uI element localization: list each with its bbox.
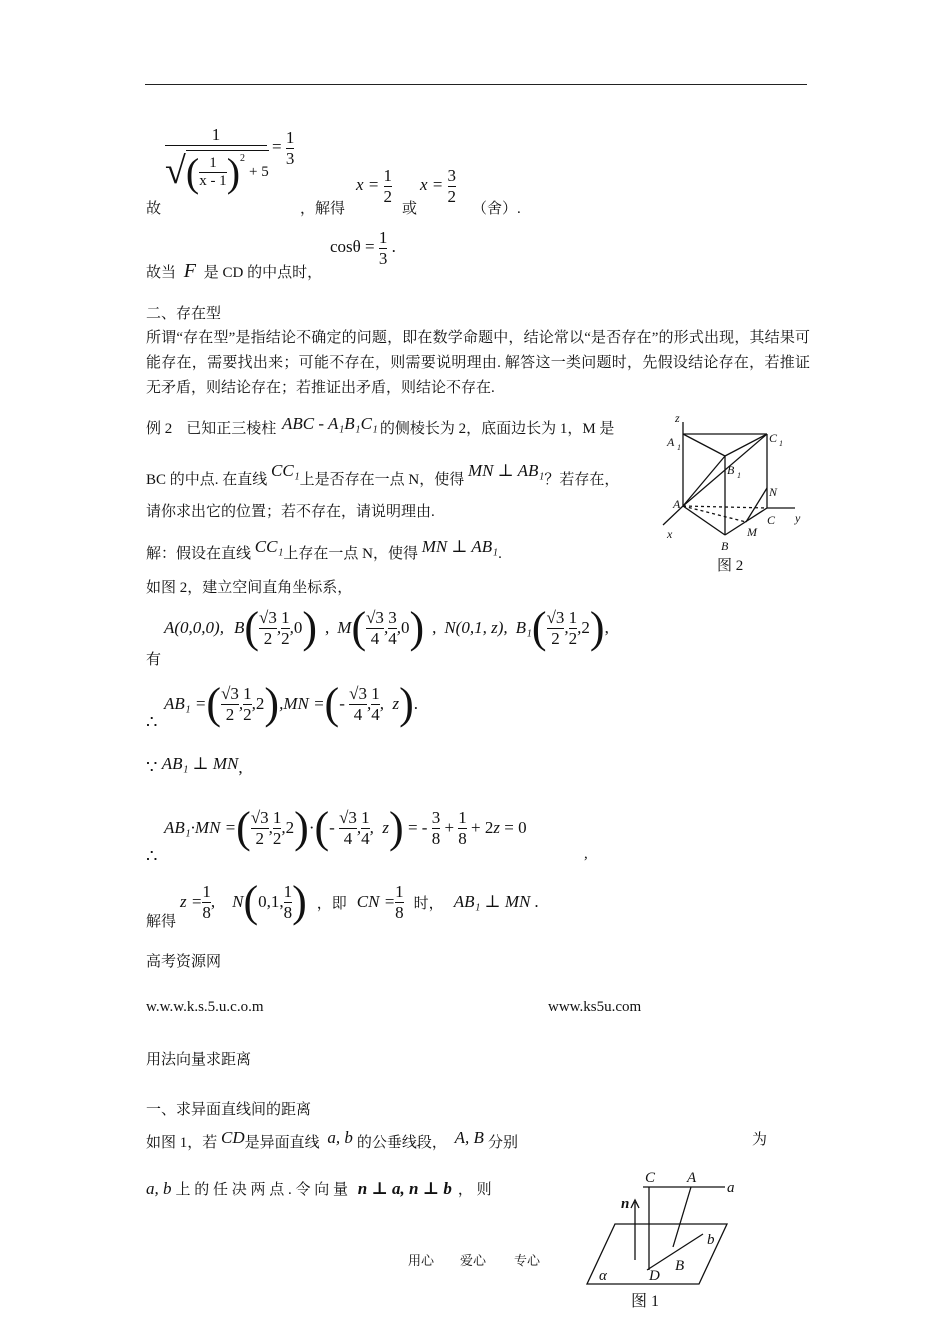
root-fraction-rhs: = $\frac{1}{3}$: [272, 128, 295, 168]
label-z: z: [675, 411, 680, 425]
example2-line3: 请你求出它的位置；若不存在，请说明理由.: [146, 504, 435, 520]
solve-formula: z = $\frac{1}{8}$ , N ( 0,1, $\frac{1}{8}$ ) ，即 CN = $\frac{1}{8}$ 时， AB₁ ⊥ MN .: [180, 877, 539, 926]
label-M: M: [747, 525, 757, 539]
fig1-label-a: a: [727, 1180, 735, 1196]
cos-formula: cosθ = $\frac{1}{3}$ .: [330, 228, 396, 268]
label-B: B: [721, 539, 729, 553]
you-text: 有: [146, 652, 162, 668]
title-normal-vector: 用法向量求距离: [146, 1052, 252, 1068]
coords-formula: A(0,0,0), B ( $\frac{√3}{2}$ , $\frac{1}{2}$ , 0 ) , M ( $\frac{√3}{4}$ , $\frac{3}{4}$ , 0 ) , N(0,1, z), B₁ ( $\frac{√3}{2}$ , $\frac{1}{2}$ , 2 ) ,: [164, 603, 609, 652]
label-B1: B: [727, 463, 735, 477]
gu-text: 故: [146, 201, 162, 217]
label-A: A: [673, 497, 681, 511]
dot-end: ,: [584, 846, 588, 862]
label-C1: C: [769, 431, 778, 445]
footer-zhuanxin: 专心: [514, 1253, 541, 1268]
figure-1-plane: [585, 1162, 765, 1312]
solve-jiede: 解得: [146, 914, 177, 930]
footer-yongxin: 用心: [408, 1253, 435, 1268]
label-y: y: [795, 511, 801, 525]
svg-text:1: 1: [677, 443, 681, 452]
svg-text:1: 1: [737, 471, 741, 480]
label-x: x: [667, 527, 673, 541]
figure-2-caption: 图 2: [717, 558, 744, 574]
therefore-1: ∴: [146, 712, 158, 732]
solution-x2: x = $\frac{3}{2}$: [420, 166, 457, 206]
figure-1-caption: 图 1: [631, 1293, 660, 1310]
fig1-label-D: D: [649, 1268, 660, 1284]
label-A1: A: [667, 435, 675, 449]
header-rule: [145, 84, 807, 85]
svg-text:1: 1: [779, 439, 783, 448]
fig1-label-b: b: [707, 1232, 715, 1248]
coord-setup-line: 如图 2，建立空间直角坐标系，: [146, 580, 353, 596]
therefore-2: ∴: [146, 846, 158, 866]
fig1-label-alpha: α: [599, 1268, 607, 1284]
url-right[interactable]: www.ks5u.com: [548, 999, 642, 1015]
fig1-label-B: B: [675, 1258, 685, 1274]
huo-text: 或: [402, 201, 418, 217]
footer-aixin: 爱心: [460, 1253, 487, 1268]
label-C: C: [767, 513, 776, 527]
fig1-label-n: n: [621, 1196, 630, 1212]
example2-line1: 例 2 已知正三棱柱 ABC - A₁B₁C₁ 的侧棱长为 2，底面边长为 1，M 是: [146, 414, 615, 437]
site-label: 高考资源网: [146, 954, 222, 970]
she-text: （舍）.: [472, 201, 521, 217]
because-line: ∵ AB₁ ⊥ MN,: [146, 754, 243, 777]
solution-x1: x = $\frac{1}{2}$: [356, 166, 393, 206]
solution-line: 解：假设在直线 CC₁上存在一点 N，使得 MN ⊥ AB₁.: [146, 537, 502, 562]
root-fraction: 1 √ ( $\frac{1}{x - 1}$ ) $^2$ + 5: [165, 125, 269, 195]
fig1-label-C: C: [645, 1170, 656, 1186]
jiede-text: ，解得: [300, 201, 346, 217]
label-N: N: [769, 485, 778, 499]
url-left[interactable]: w.w.w.k.s.5.u.c.o.m: [146, 999, 264, 1015]
section-paragraph: 所谓“存在型”是指结论不确定的问题，即在数学命题中，结论常以“是否存在”的形式出现，其结果可能存在，需要找出来；可能不存在，则需要说明理由. 解答这一类问题时，先假设结论存在，若推证无矛盾，则结论存在；若推证出矛盾，则结论不存在.: [146, 330, 810, 396]
section-skew-distance: 一、求异面直线间的距离: [146, 1102, 312, 1118]
dot-formula: AB₁·MN = ( $\frac{√3}{2}$ , $\frac{1}{2}$ , 2 ) · ( - $\frac{√3}{4}$ , $\frac{1}{4}$ , z ) = - $\frac{3}{8}$ + $\frac{1}{8}$ + 2 z = 0: [164, 803, 527, 852]
fig1-line2: a, b 上 的 任 决 两 点 . 令 向 量 n ⊥ a, n ⊥ b ， 则: [146, 1179, 492, 1198]
figure-2-prism: [655, 410, 815, 580]
gudang-text: 故当 F 是 CD 的中点时，: [146, 260, 323, 282]
example2-line2: BC 的中点. 在直线 CC₁上是否存在一点 N，使得 MN ⊥ AB₁？若存在，: [146, 461, 620, 488]
section-title-existence: 二、存在型: [146, 306, 222, 322]
vectors-formula: AB₁ = ( $\frac{√3}{2}$ , $\frac{1}{2}$ , 2 ) ,MN = ( - $\frac{√3}{4}$ , $\frac{1}{4}$ , z ) .: [164, 679, 418, 728]
fig1-line1-end: 为: [752, 1132, 768, 1148]
fig1-label-A: A: [687, 1170, 697, 1186]
fig1-line1: 如图 1，若 CD是异面直线 a, b 的公垂线段， A, B 分别: [146, 1128, 518, 1151]
